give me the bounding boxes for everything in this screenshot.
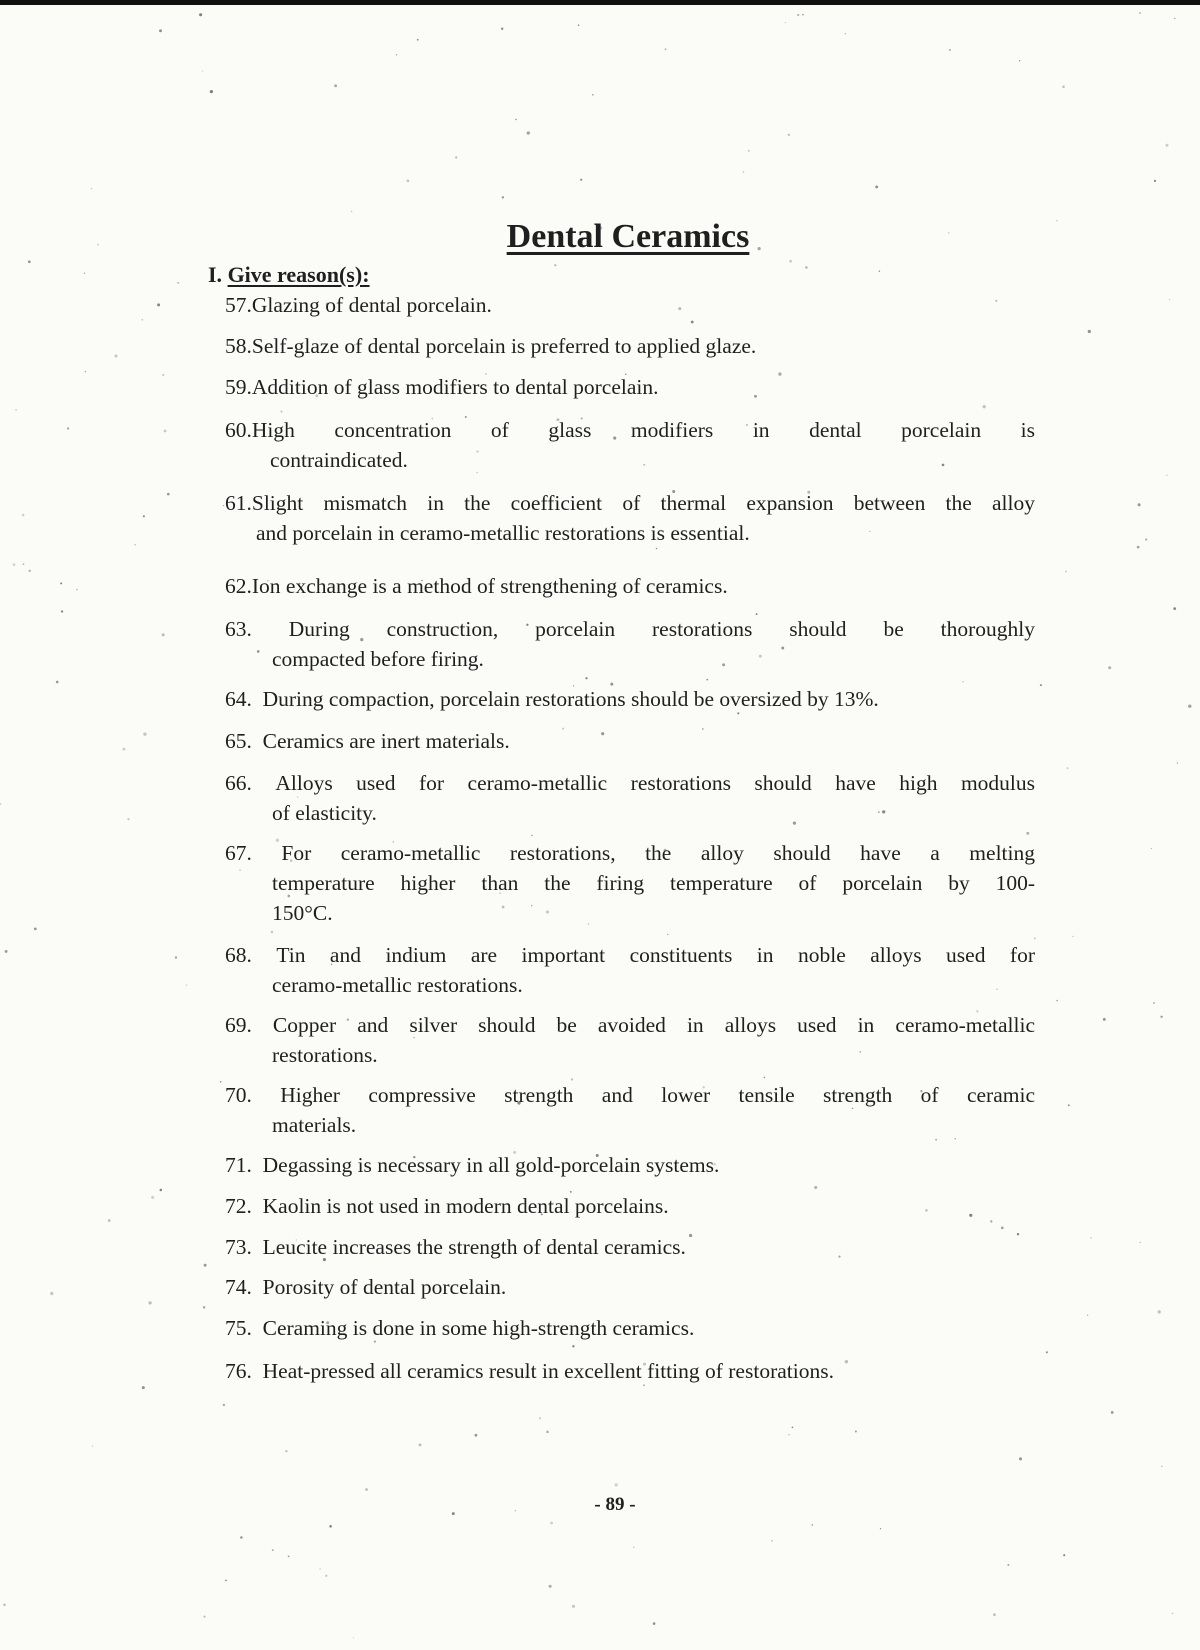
item-number: 73. [225, 1235, 252, 1259]
item-text: Heat-pressed all ceramics result in excellent fitting of restorations. [262, 1359, 834, 1383]
scan-speck [1046, 1351, 1048, 1353]
scan-speck [572, 1345, 574, 1347]
scan-speck [22, 514, 25, 517]
scan-speck [1139, 1242, 1140, 1243]
scan-speck [879, 270, 881, 272]
scan-speck [225, 1580, 227, 1582]
list-item [225, 940, 1035, 1000]
scan-speck [127, 818, 129, 820]
page-title: Dental Ceramics [506, 218, 750, 255]
scan-speck [28, 570, 30, 572]
scan-speck [805, 266, 807, 268]
item-text: Leucite increases the strength of dental ceramics. [262, 1235, 686, 1259]
item-number: 67. [225, 841, 252, 865]
scan-speck [13, 563, 16, 566]
scan-speck [407, 179, 410, 182]
item-line [225, 1010, 1035, 1040]
scan-speck [365, 1488, 368, 1491]
list-item [225, 614, 1035, 674]
scan-speck [1165, 144, 1168, 147]
scan-speck [789, 260, 792, 263]
scan-speck [1063, 1554, 1065, 1556]
item-text: During construction, porcelain restorations should be thoroughly [288, 617, 1036, 641]
item-line [225, 488, 1035, 518]
scan-speck [203, 1306, 205, 1308]
scan-speck [1145, 539, 1147, 541]
item-number: 60. [225, 418, 252, 442]
section-number: I. [208, 262, 223, 287]
item-text: Alloys used for ceramo-metallic restorations should have high modulus [275, 771, 1036, 795]
scan-speck [220, 1081, 222, 1083]
list-item [225, 1010, 1035, 1070]
scan-speck [23, 563, 25, 565]
scan-speck [812, 1524, 814, 1526]
scan-speck [271, 931, 274, 934]
scan-speck [1173, 607, 1176, 610]
item-text: For ceramo-metallic restorations, the alloy should have a melting [281, 841, 1035, 865]
item-text: Addition of glass modifiers to dental porcelain. [251, 375, 659, 399]
scan-speck [1161, 1465, 1163, 1467]
item-text: Ceramics are inert materials. [262, 729, 510, 753]
scan-speck [50, 1292, 53, 1295]
scan-speck [162, 633, 165, 636]
item-number: 63. [225, 617, 252, 641]
item-number: 62. [225, 574, 252, 598]
scan-speck [706, 679, 708, 681]
scan-speck [34, 928, 37, 931]
item-text: Kaolin is not used in modern dental porcelains. [262, 1194, 669, 1218]
scan-speck [115, 355, 118, 358]
scan-speck [67, 427, 69, 429]
scan-speck [142, 1386, 145, 1389]
scan-speck [1108, 666, 1111, 669]
page-number: - 89 - [594, 1494, 636, 1515]
scan-speck [1019, 1457, 1022, 1460]
list-item [225, 1191, 1035, 1221]
scan-speck [502, 196, 504, 198]
scan-speck [0, 803, 1, 805]
scan-speck [108, 1219, 111, 1222]
scan-speck [1088, 330, 1091, 333]
scan-speck [319, 1568, 320, 1569]
scan-speck [177, 282, 179, 284]
scan-speck [91, 188, 93, 190]
item-text: Glazing of dental porcelain. [251, 293, 492, 317]
item-text-continued: and porcelain in ceramo-metallic restorations is essential. [256, 521, 750, 545]
item-text-continued: ceramo-metallic restorations. [272, 973, 523, 997]
section-heading [208, 262, 370, 288]
item-text: Copper and silver should be avoided in alloys used in ceramo-metallic [272, 1013, 1035, 1037]
scan-speck [550, 1522, 553, 1525]
scan-speck [1103, 1018, 1106, 1021]
scan-speck [771, 1540, 772, 1541]
scan-speck [122, 748, 125, 751]
scan-speck [1154, 180, 1156, 182]
item-line [225, 940, 1035, 970]
scan-speck [1158, 1310, 1161, 1313]
scan-speck [285, 1450, 287, 1452]
scan-speck [1090, 1237, 1092, 1239]
scan-speck [419, 1443, 422, 1446]
scan-speck [983, 405, 986, 408]
item-text: Ceraming is done in some high-strength ceramics. [262, 1316, 695, 1340]
scan-speck [531, 835, 532, 836]
item-text-continued: compacted before firing. [272, 647, 484, 671]
scan-speck [1001, 1227, 1004, 1230]
scan-speck [580, 179, 582, 181]
scan-speck [151, 1196, 154, 1199]
scan-speck [802, 14, 804, 16]
scan-speck [1026, 832, 1029, 835]
scan-speck [204, 1264, 207, 1267]
item-text: Higher compressive strength and lower tensile strength of ceramic [280, 1083, 1035, 1107]
scan-speck [515, 119, 516, 120]
item-text: Ion exchange is a method of strengthening of ceramics. [251, 574, 728, 598]
scan-speck [202, 70, 203, 71]
scan-speck [1172, 1613, 1174, 1615]
item-number: 74. [225, 1275, 252, 1299]
scan-speck [157, 303, 160, 306]
scan-speck [15, 409, 16, 410]
list-item [225, 415, 1035, 475]
scan-speck [149, 1301, 152, 1304]
scan-speck [792, 1427, 794, 1429]
list-item [225, 726, 1035, 756]
scan-speck [691, 321, 694, 324]
scan-speck [288, 1556, 290, 1558]
list-item [225, 1080, 1035, 1140]
scan-speck [143, 515, 145, 517]
scan-speck [56, 681, 59, 684]
item-text: Self-glaze of dental porcelain is preferred to applied glaze. [251, 334, 757, 358]
scan-speck [993, 1613, 996, 1616]
item-number: 59. [225, 375, 252, 399]
list-item [225, 1150, 1035, 1180]
scan-speck [475, 1434, 478, 1437]
scan-speck [417, 39, 419, 41]
scan-speck [223, 1404, 225, 1406]
list-item [225, 684, 1035, 714]
item-text-continued: 150°C. [272, 901, 333, 925]
scan-speck [1138, 503, 1141, 506]
scan-speck [1137, 546, 1140, 549]
scan-speck [653, 1622, 656, 1625]
scan-speck [845, 33, 846, 34]
list-item [225, 372, 1035, 402]
item-number: 70. [225, 1083, 252, 1107]
list-item [225, 1313, 1035, 1343]
scan-speck [1062, 85, 1065, 88]
scan-speck [325, 1575, 327, 1577]
scan-speck [962, 681, 963, 682]
scan-speck [455, 156, 457, 158]
scan-speck [539, 1417, 541, 1419]
scan-speck [578, 24, 580, 26]
scan-speck [814, 1186, 817, 1189]
item-text-continued: contraindicated. [270, 448, 408, 472]
scan-speck [855, 1431, 857, 1433]
scan-speck [353, 1637, 354, 1638]
scan-speck [527, 131, 530, 134]
scan-speck [160, 1189, 163, 1192]
scan-speck [134, 544, 135, 545]
scan-speck [592, 94, 594, 96]
scan-speck [84, 273, 85, 274]
scan-speck [1111, 1411, 1114, 1414]
scan-speck [143, 732, 146, 735]
scan-speck [280, 410, 282, 412]
list-item [225, 1356, 1035, 1386]
item-text: Tin and indium are important constituents in noble alloys used for [276, 943, 1036, 967]
scan-speck [875, 185, 878, 188]
scan-speck [788, 134, 790, 136]
scan-speck [1034, 937, 1036, 939]
scan-speck [1040, 684, 1042, 686]
list-item [225, 838, 1035, 928]
item-number: 66. [225, 771, 252, 795]
item-number: 71. [225, 1153, 252, 1177]
scan-speck [85, 371, 87, 373]
item-number: 64. [225, 687, 252, 711]
scan-speck [1068, 1104, 1070, 1106]
item-text: High concentration of glass modifiers in dental porcelain is [251, 418, 1035, 442]
scan-speck [186, 984, 187, 985]
scan-speck [203, 1616, 205, 1618]
scan-speck [1007, 1564, 1009, 1566]
scan-speck [1139, 12, 1141, 14]
item-line [225, 838, 1035, 868]
scan-speck [764, 1077, 766, 1079]
scan-speck [76, 589, 78, 591]
scan-speck [1019, 60, 1020, 61]
scan-speck [572, 1605, 575, 1608]
scan-speck [1188, 705, 1191, 708]
scan-speck [748, 150, 750, 152]
item-line [225, 1080, 1035, 1110]
scan-speck [1056, 1000, 1058, 1002]
scan-speck [396, 54, 397, 55]
scan-speck [92, 1446, 93, 1447]
list-item [225, 331, 1035, 361]
scan-speck [240, 1536, 243, 1539]
scan-speck [1153, 1002, 1155, 1004]
scan-speck [329, 1525, 332, 1528]
scan-speck [175, 956, 177, 958]
scan-speck [1174, 18, 1175, 19]
item-line [225, 768, 1035, 798]
scan-speck [665, 48, 667, 50]
item-number: 75. [225, 1316, 252, 1340]
item-number: 68. [225, 943, 252, 967]
list-item [225, 488, 1035, 548]
item-number: 61. [225, 491, 252, 515]
scan-speck [1177, 762, 1178, 763]
item-number: 58. [225, 334, 252, 358]
item-line [225, 614, 1035, 644]
scan-speck [334, 84, 337, 87]
scan-speck [1087, 1315, 1088, 1316]
item-text: During compaction, porcelain restorations should be oversized by 13%. [262, 687, 879, 711]
scan-speck [1151, 848, 1152, 849]
item-text-continued: restorations. [272, 1043, 378, 1067]
scan-speck [351, 211, 352, 212]
item-text: Degassing is necessary in all gold-porcelain systems. [262, 1153, 720, 1177]
scan-speck [1166, 475, 1167, 476]
list-item [225, 1232, 1035, 1262]
list-item [225, 571, 1035, 601]
scan-speck [797, 14, 799, 16]
scan-speck [5, 950, 8, 953]
scan-speck [272, 1549, 274, 1551]
scan-speck [549, 1585, 552, 1588]
scan-speck [167, 493, 170, 496]
scan-speck [28, 260, 31, 263]
list-item [225, 1272, 1035, 1302]
scan-speck [633, 1547, 634, 1548]
scan-speck [141, 319, 143, 321]
scan-speck [159, 29, 162, 32]
scan-speck [1072, 936, 1073, 937]
scan-speck [554, 264, 556, 266]
scan-speck [880, 1528, 881, 1529]
item-number: 76. [225, 1359, 252, 1383]
list-item [225, 768, 1035, 828]
scan-speck [210, 90, 213, 93]
scan-speck [785, 22, 786, 23]
scan-speck [60, 582, 62, 584]
item-number: 65. [225, 729, 252, 753]
item-text: Porosity of dental porcelain. [262, 1275, 507, 1299]
scan-speck [949, 49, 951, 51]
scan-speck [546, 1431, 549, 1434]
scan-speck [164, 430, 167, 433]
scan-speck [615, 1483, 618, 1486]
item-text-continued: of elasticity. [272, 801, 377, 825]
scan-speck [162, 374, 164, 376]
item-number: 72. [225, 1194, 252, 1218]
scan-speck [1160, 1016, 1162, 1018]
item-text: Slight mismatch in the coefficient of thermal expansion between the alloy [251, 491, 1035, 515]
item-number: 57. [225, 293, 252, 317]
scan-speck [788, 1434, 790, 1436]
scan-speck [1067, 767, 1069, 769]
scan-speck [3, 1604, 6, 1607]
scan-speck [667, 934, 668, 935]
scan-speck [585, 677, 587, 679]
scan-speck [501, 28, 503, 30]
item-text-continued: materials. [272, 1113, 357, 1137]
section-title: Give reason(s): [227, 262, 370, 287]
scan-speck [1169, 299, 1170, 300]
item-number: 69. [225, 1013, 252, 1037]
scan-speck [61, 610, 63, 612]
scan-speck [199, 13, 202, 16]
item-text-continued: temperature higher than the firing temperature of porcelain by 100- [272, 871, 1035, 895]
list-item [225, 290, 1035, 320]
scan-speck [1065, 571, 1067, 573]
item-line [225, 415, 1035, 445]
scan-speck [743, 171, 744, 172]
